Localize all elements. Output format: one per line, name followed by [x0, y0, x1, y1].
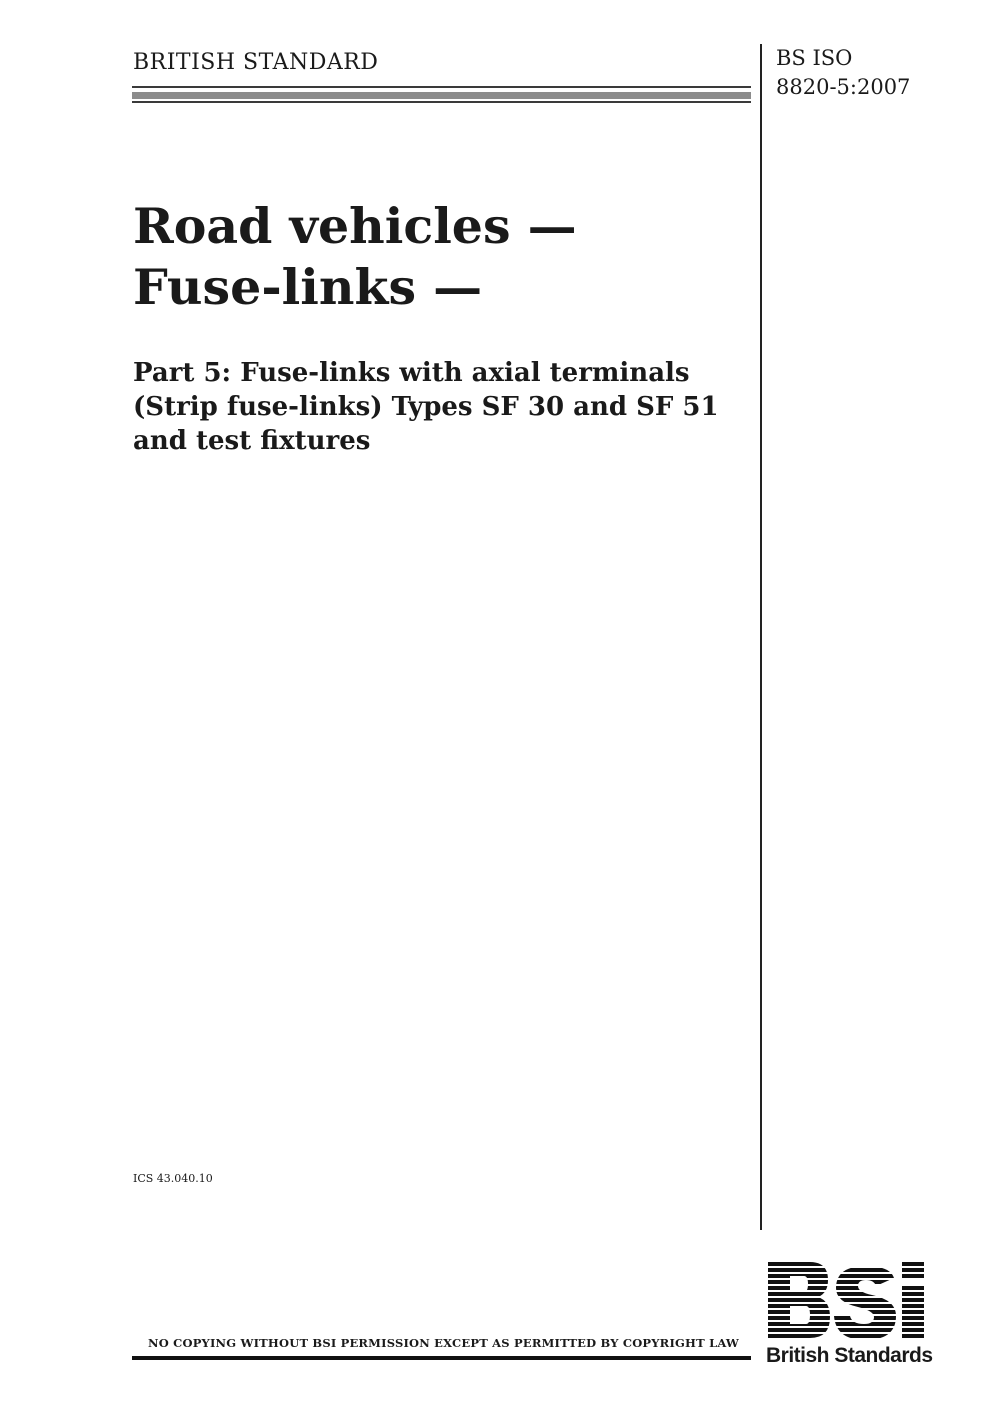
standard-number: [776, 44, 910, 102]
vertical-divider: [760, 44, 762, 1230]
copyright-notice: NO COPYING WITHOUT BSI PERMISSION EXCEPT AS PERMITTED BY COPYRIGHT LAW: [148, 1336, 740, 1350]
document-type-label: BRITISH STANDARD: [133, 50, 379, 75]
document-title: [133, 196, 577, 318]
title-line1: Road vehicles —: [133, 197, 577, 255]
document-subtitle: [133, 356, 753, 458]
header-rule-thin: [132, 86, 751, 88]
ics-code: ICS 43.040.10: [133, 1172, 213, 1185]
header-rule-thick: [132, 92, 751, 99]
subtitle-line1: Part 5: Fuse-links with axial terminals: [133, 358, 690, 388]
header-rule-thin-lower: [132, 101, 751, 103]
bsi-logo-mark: [768, 1262, 924, 1340]
standard-number-line2: 8820-5:2007: [776, 75, 911, 99]
title-line2: Fuse-links —: [133, 258, 483, 316]
standard-number-line1: BS ISO: [776, 46, 853, 70]
subtitle-line3: and test fixtures: [133, 426, 371, 456]
subtitle-line2: (Strip fuse-links) Types SF 30 and SF 51: [133, 392, 719, 422]
bsi-logo-caption: British Standards: [766, 1344, 933, 1367]
footer-rule: [132, 1356, 751, 1360]
